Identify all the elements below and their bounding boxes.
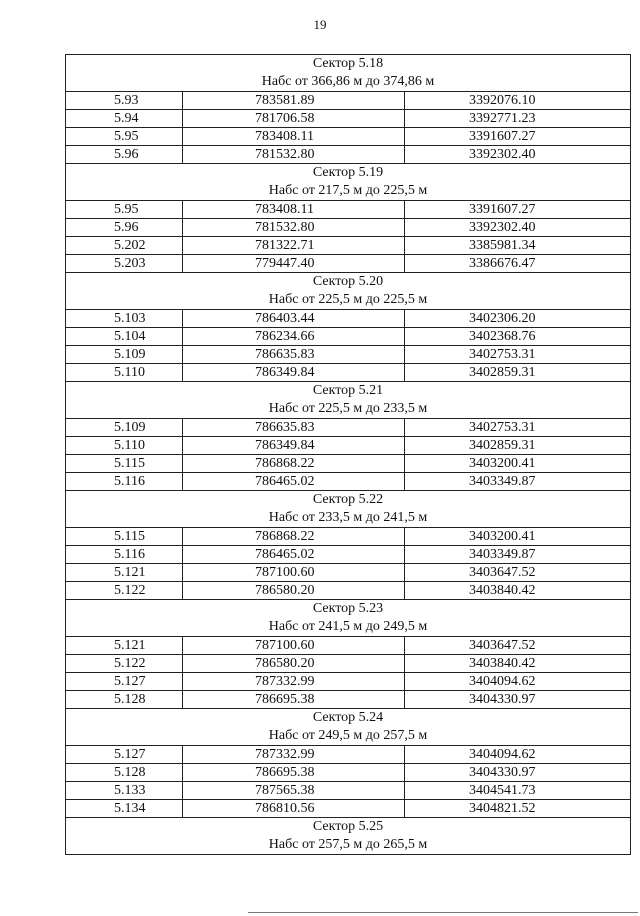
- table-row: [66, 364, 631, 382]
- table-row: [66, 764, 631, 782]
- y-coordinate-cell: 3402753.31: [405, 419, 631, 437]
- table-row: [66, 419, 631, 437]
- x-coordinate-cell: 786403.44: [183, 310, 405, 328]
- coordinates-table-body: [66, 55, 631, 855]
- table-row: [66, 92, 631, 110]
- x-coordinate-cell: 787332.99: [183, 673, 405, 691]
- sector-altitude-range: Набс от 233,5 м до 241,5 м: [268, 510, 428, 525]
- y-coordinate-cell: 3403349.87: [405, 546, 631, 564]
- x-coordinate-cell: 781706.58: [183, 110, 405, 128]
- point-number-cell: 5.128: [66, 691, 183, 709]
- x-coordinate-cell: 783408.11: [183, 201, 405, 219]
- table-row: [66, 255, 631, 273]
- table-row: [66, 146, 631, 164]
- y-coordinate-cell: 3404541.73: [405, 782, 631, 800]
- page-number: 19: [313, 17, 327, 32]
- point-number-cell: 5.103: [66, 310, 183, 328]
- x-coordinate-cell: 787332.99: [183, 746, 405, 764]
- y-coordinate-cell: 3392771.23: [405, 110, 631, 128]
- sector-title: Сектор 5.20: [312, 274, 384, 289]
- x-coordinate-cell: 786810.56: [183, 800, 405, 818]
- coordinates-table: [65, 54, 631, 855]
- point-number-cell: 5.109: [66, 346, 183, 364]
- y-coordinate-cell: 3403200.41: [405, 528, 631, 546]
- sector-header-row: [66, 600, 631, 637]
- table-row: [66, 582, 631, 600]
- point-number-cell: 5.109: [66, 419, 183, 437]
- y-coordinate-cell: 3403647.52: [405, 564, 631, 582]
- sector-header-row: [66, 818, 631, 855]
- y-coordinate-cell: 3403840.42: [405, 655, 631, 673]
- sector-altitude-range: Набс от 241,5 м до 249,5 м: [268, 619, 428, 634]
- x-coordinate-cell: 787100.60: [183, 637, 405, 655]
- table-row: [66, 310, 631, 328]
- table-row: [66, 346, 631, 364]
- table-row: [66, 473, 631, 491]
- y-coordinate-cell: 3402859.31: [405, 437, 631, 455]
- point-number-cell: 5.95: [66, 201, 183, 219]
- y-coordinate-cell: 3392076.10: [405, 92, 631, 110]
- sector-title: Сектор 5.18: [312, 56, 384, 71]
- table-row: [66, 237, 631, 255]
- y-coordinate-cell: 3404094.62: [405, 673, 631, 691]
- x-coordinate-cell: 781322.71: [183, 237, 405, 255]
- table-row: [66, 691, 631, 709]
- table-row: [66, 328, 631, 346]
- point-number-cell: 5.203: [66, 255, 183, 273]
- point-number-cell: 5.115: [66, 528, 183, 546]
- x-coordinate-cell: 786349.84: [183, 364, 405, 382]
- x-coordinate-cell: 786868.22: [183, 455, 405, 473]
- sector-altitude-range: Набс от 225,5 м до 225,5 м: [268, 292, 428, 307]
- point-number-cell: 5.96: [66, 219, 183, 237]
- sector-header: [66, 491, 631, 528]
- sector-header: [66, 382, 631, 419]
- table-row: [66, 528, 631, 546]
- x-coordinate-cell: 786580.20: [183, 582, 405, 600]
- x-coordinate-cell: 781532.80: [183, 219, 405, 237]
- sector-header: [66, 818, 631, 855]
- sector-title: Сектор 5.22: [312, 492, 384, 507]
- point-number-cell: 5.127: [66, 746, 183, 764]
- sector-header-row: [66, 164, 631, 201]
- x-coordinate-cell: 786695.38: [183, 764, 405, 782]
- x-coordinate-cell: 786868.22: [183, 528, 405, 546]
- x-coordinate-cell: 786635.83: [183, 419, 405, 437]
- point-number-cell: 5.127: [66, 673, 183, 691]
- table-row: [66, 782, 631, 800]
- sector-title: Сектор 5.23: [312, 601, 384, 616]
- x-coordinate-cell: 786234.66: [183, 328, 405, 346]
- x-coordinate-cell: 781532.80: [183, 146, 405, 164]
- table-row: [66, 637, 631, 655]
- sector-header: [66, 600, 631, 637]
- x-coordinate-cell: 786465.02: [183, 546, 405, 564]
- x-coordinate-cell: 786349.84: [183, 437, 405, 455]
- point-number-cell: 5.116: [66, 546, 183, 564]
- y-coordinate-cell: 3404330.97: [405, 691, 631, 709]
- point-number-cell: 5.121: [66, 637, 183, 655]
- point-number-cell: 5.115: [66, 455, 183, 473]
- table-row: [66, 673, 631, 691]
- point-number-cell: 5.104: [66, 328, 183, 346]
- table-row: [66, 128, 631, 146]
- x-coordinate-cell: 786580.20: [183, 655, 405, 673]
- point-number-cell: 5.133: [66, 782, 183, 800]
- sector-title: Сектор 5.25: [312, 819, 384, 834]
- point-number-cell: 5.134: [66, 800, 183, 818]
- x-coordinate-cell: 783581.89: [183, 92, 405, 110]
- x-coordinate-cell: 787100.60: [183, 564, 405, 582]
- table-row: [66, 201, 631, 219]
- sector-altitude-range: Набс от 257,5 м до 265,5 м: [268, 837, 428, 852]
- table-row: [66, 800, 631, 818]
- point-number-cell: 5.96: [66, 146, 183, 164]
- bottom-rule: [248, 912, 638, 913]
- point-number-cell: 5.95: [66, 128, 183, 146]
- point-number-cell: 5.93: [66, 92, 183, 110]
- sector-altitude-range: Набс от 225,5 м до 233,5 м: [268, 401, 428, 416]
- y-coordinate-cell: 3404094.62: [405, 746, 631, 764]
- x-coordinate-cell: 783408.11: [183, 128, 405, 146]
- table-row: [66, 110, 631, 128]
- sector-header: [66, 164, 631, 201]
- table-row: [66, 546, 631, 564]
- y-coordinate-cell: 3404330.97: [405, 764, 631, 782]
- y-coordinate-cell: 3391607.27: [405, 201, 631, 219]
- sector-header-row: [66, 273, 631, 310]
- x-coordinate-cell: 786635.83: [183, 346, 405, 364]
- point-number-cell: 5.110: [66, 437, 183, 455]
- table-row: [66, 437, 631, 455]
- y-coordinate-cell: 3391607.27: [405, 128, 631, 146]
- point-number-cell: 5.116: [66, 473, 183, 491]
- point-number-cell: 5.202: [66, 237, 183, 255]
- sector-altitude-range: Набс от 249,5 м до 257,5 м: [268, 728, 428, 743]
- y-coordinate-cell: 3392302.40: [405, 146, 631, 164]
- y-coordinate-cell: 3404821.52: [405, 800, 631, 818]
- point-number-cell: 5.94: [66, 110, 183, 128]
- table-row: [66, 455, 631, 473]
- point-number-cell: 5.122: [66, 582, 183, 600]
- y-coordinate-cell: 3392302.40: [405, 219, 631, 237]
- x-coordinate-cell: 786695.38: [183, 691, 405, 709]
- y-coordinate-cell: 3402368.76: [405, 328, 631, 346]
- sector-header-row: [66, 382, 631, 419]
- sector-header-row: [66, 55, 631, 92]
- sector-header: [66, 273, 631, 310]
- sector-title: Сектор 5.19: [312, 165, 384, 180]
- y-coordinate-cell: 3402753.31: [405, 346, 631, 364]
- x-coordinate-cell: 786465.02: [183, 473, 405, 491]
- y-coordinate-cell: 3402859.31: [405, 364, 631, 382]
- point-number-cell: 5.121: [66, 564, 183, 582]
- table-row: [66, 746, 631, 764]
- sector-title: Сектор 5.24: [312, 710, 384, 725]
- y-coordinate-cell: 3403200.41: [405, 455, 631, 473]
- y-coordinate-cell: 3385981.34: [405, 237, 631, 255]
- point-number-cell: 5.122: [66, 655, 183, 673]
- y-coordinate-cell: 3386676.47: [405, 255, 631, 273]
- x-coordinate-cell: 787565.38: [183, 782, 405, 800]
- y-coordinate-cell: 3403840.42: [405, 582, 631, 600]
- table-row: [66, 564, 631, 582]
- sector-header-row: [66, 709, 631, 746]
- sector-header: [66, 55, 631, 92]
- sector-altitude-range: Набс от 217,5 м до 225,5 м: [268, 183, 428, 198]
- y-coordinate-cell: 3403349.87: [405, 473, 631, 491]
- sector-header-row: [66, 491, 631, 528]
- sector-title: Сектор 5.21: [312, 383, 384, 398]
- table-row: [66, 655, 631, 673]
- x-coordinate-cell: 779447.40: [183, 255, 405, 273]
- y-coordinate-cell: 3403647.52: [405, 637, 631, 655]
- y-coordinate-cell: 3402306.20: [405, 310, 631, 328]
- sector-header: [66, 709, 631, 746]
- point-number-cell: 5.110: [66, 364, 183, 382]
- sector-altitude-range: Набс от 366,86 м до 374,86 м: [261, 74, 435, 89]
- table-row: [66, 219, 631, 237]
- point-number-cell: 5.128: [66, 764, 183, 782]
